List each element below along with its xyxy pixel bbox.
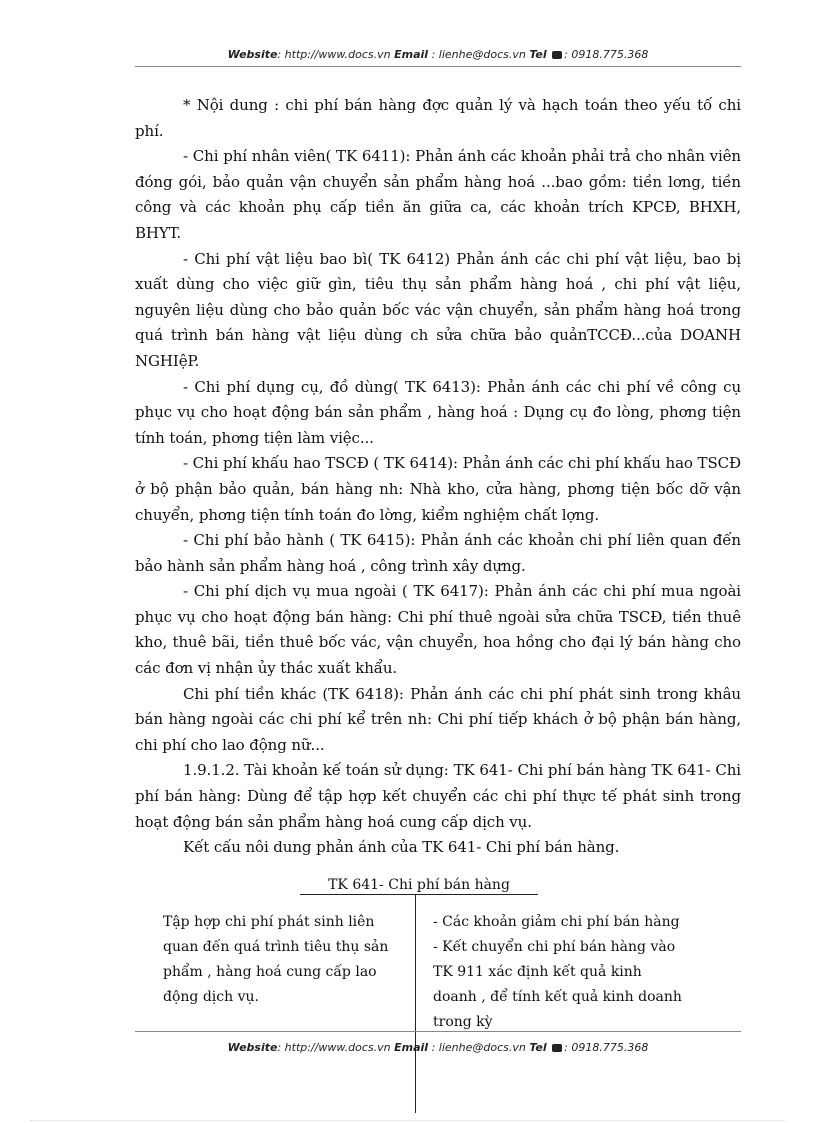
paragraph-structure: Kết cấu nôi dung phản ánh của TK 641- Chi phí bán hàng. xyxy=(183,838,620,857)
paragraph-tk6413: - Chi phí dụng cụ, đồ dùng( TK 6413): Phản ánh các chi phí về công cụ phục vụ cho hoạt động bán sản phẩm , hàng hoá : Dụng cụ đo lòng, phơng tiện tính toán, phơng tiện làm việc... xyxy=(135,377,741,447)
phone-icon xyxy=(552,51,562,59)
paragraph-tk6418: Chi phí tiền khác (TK 6418): Phản ánh các chi phí phát sinh trong khâu bán hàng ngoài các chi phí kể trên nh: Chi phí tiếp khách ở bộ phận bán hàng, chi phí cho lao động nữ... xyxy=(135,684,741,754)
header-email-link[interactable]: : lienhe@docs.vn xyxy=(431,48,526,61)
page-footer xyxy=(135,1041,741,1054)
footer-tel-label: Tel xyxy=(529,1041,547,1054)
header-website-label: Website xyxy=(227,48,278,61)
paragraph-tk6414: - Chi phí khấu hao TSCĐ ( TK 6414): Phản ánh các chi phí khấu hao TSCĐ ở bộ phận bảo quản, bán hàng nh: Nhà kho, cửa hàng, phơng tiện bốc dỡ vận chuyển, phơng tiện tính toán đo lờng, kiểm nghiệm chất lợng. xyxy=(135,454,741,524)
header-email-label: Email xyxy=(394,48,429,61)
t-account-debit-side xyxy=(163,910,403,1010)
debit-entry: Tập hợp chi phí phát sinh liên quan đến quá trình tiêu thụ sản phẩm , hàng hoá cung cấp lao động dịch vụ. xyxy=(163,914,389,1005)
footer-email-label: Email xyxy=(394,1041,429,1054)
document-body xyxy=(135,93,741,861)
t-account-credit-side xyxy=(433,910,683,1035)
header-tel-value: : 0918.775.368 xyxy=(564,48,649,61)
footer-tel-value: : 0918.775.368 xyxy=(564,1041,649,1054)
footer-website-link[interactable]: : http://www.docs.vn xyxy=(277,1041,391,1054)
t-account-divider xyxy=(415,895,416,1113)
phone-icon xyxy=(552,1044,562,1052)
header-tel-label: Tel xyxy=(529,48,547,61)
credit-entry: - Kết chuyển chi phí bán hàng vào TK 911 xác định kết quả kinh doanh , để tính kết quả kinh doanh trong kỳ xyxy=(433,939,682,1030)
footer-website-label: Website xyxy=(227,1041,278,1054)
header-website-link[interactable]: : http://www.docs.vn xyxy=(277,48,391,61)
paragraph-tk6415: - Chi phí bảo hành ( TK 6415): Phản ánh các khoản chi phí liên quan đến bảo hành sản phẩm hàng hoá , công trình xây dựng. xyxy=(135,531,741,575)
t-account-title: TK 641- Chi phí bán hàng xyxy=(300,877,538,895)
credit-entry: - Các khoản giảm chi phí bán hàng xyxy=(433,914,680,930)
footer-rule xyxy=(135,1031,741,1032)
paragraph-tk6412: - Chi phí vật liệu bao bì( TK 6412) Phản ánh các chi phí vật liệu, bao bị xuất dùng cho việc giữ gìn, tiêu thụ sản phẩm hàng hoá , chi phí vật liệu, nguyên liệu dùng cho bảo quản bốc vác vận chuyển, sản phẩm hàng hoá trong quá trình bán hàng vật liệu dùng ch sửa chữa bảo quảnTCCĐ...của DOANH NGHIệP. xyxy=(135,249,741,370)
paragraph-account-used: 1.9.1.2. Tài khoản kế toán sử dụng: TK 641- Chi phí bán hàng TK 641- Chi phí bán hàng: Dùng để tập hợp kết chuyển các chi phí thực tế phát sinh trong hoạt động bán sản phẩm hàng hoá cung cấp dịch vụ. xyxy=(135,761,741,831)
footer-email-link[interactable]: : lienhe@docs.vn xyxy=(431,1041,526,1054)
paragraph-tk6417: - Chi phí dịch vụ mua ngoài ( TK 6417): Phản ánh các chi phí mua ngoài phục vụ cho hoạt động bán hàng: Chi phí thuê ngoài sửa chữa TSCĐ, tiền thuê kho, thuê bãi, tiền thuê bốc vác, vận chuyển, hoa hồng cho đại lý bán hàng cho các đơn vị nhận ủy thác xuất khẩu. xyxy=(135,582,741,678)
paragraph-content-intro: * Nội dung : chi phí bán hàng đợc quản lý và hạch toán theo yếu tố chi phí. xyxy=(135,96,741,140)
page-bottom-edge xyxy=(30,1120,786,1121)
page-header xyxy=(135,48,741,61)
header-rule xyxy=(135,66,741,67)
paragraph-tk6411: - Chi phí nhân viên( TK 6411): Phản ánh các khoản phải trả cho nhân viên đóng gói, bảo quản vận chuyển sản phẩm hàng hoá ...bao gồm: tiền lơng, tiền công và các khoản phụ cấp tiền ăn giữa ca, các khoản trích KPCĐ, BHXH, BHYT. xyxy=(135,147,741,242)
